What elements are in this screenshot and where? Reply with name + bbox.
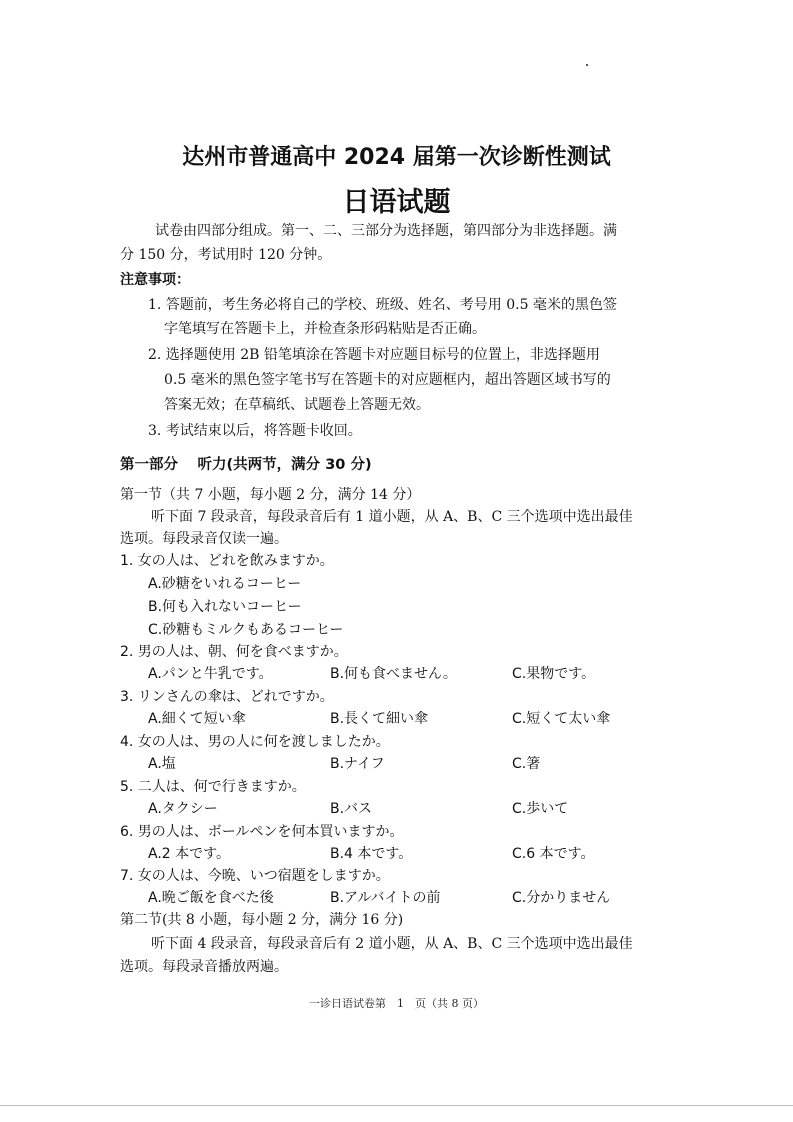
q5-option-a: A.タクシー [148,801,218,817]
q2-option-c: C.果物です。 [512,666,596,682]
question-6: 6. 男の人は、ボールペンを何本買いますか。 [120,824,404,840]
q4-option-a: A.塩 [148,756,176,772]
section2-instruction-2: 选项。每段录音播放两遍。 [120,959,288,975]
q2-option-b: B.何も食べません。 [330,666,457,682]
intro-line-2: 分 150 分，考试用时 120 分钟。 [120,247,332,263]
notice-item-2-cont-2: 答案无效；在草稿纸、试题卷上答题无效。 [164,397,430,413]
question-7: 7. 女の人は、今晩、いつ宿題をしますか。 [120,868,390,884]
q5-option-b: B.バス [330,801,373,817]
q6-option-c: C.6 本です。 [512,846,595,862]
q6-option-a: A.2 本です。 [148,846,231,862]
question-4: 4. 女の人は、男の人に何を渡しましたか。 [120,734,390,750]
q1-option-c: C.砂糖もミルクもあるコーヒー [148,622,344,638]
q6-option-b: B.4 本です。 [330,846,413,862]
q3-option-b: B.長くて細い傘 [330,711,429,727]
q4-option-b: B.ナイフ [330,756,385,772]
q4-option-c: C.箸 [512,756,541,772]
section2-instruction-1: 听下面 4 段录音，每段录音后有 2 道小题，从 A、B、C 三个选项中选出最佳 [151,936,633,952]
question-3: 3. リンさんの傘は、どれですか。 [120,689,334,705]
question-2: 2. 男の人は、朝、何を食べますか。 [120,644,348,660]
notice-item-1-cont: 字笔填写在答题卡上，并检查条形码粘贴是否正确。 [164,321,486,337]
page-footer: 一诊日语试卷第 1 页（共 8 页） [309,997,484,1010]
section2-heading: 第二节(共 8 小题，每小题 2 分，满分 16 分) [120,912,404,928]
q2-option-a: A.パンと牛乳です。 [148,666,273,682]
exam-subject-title: 日语试题 [342,187,451,218]
q3-option-c: C.短くて太い傘 [512,711,611,727]
question-1: 1. 女の人は、どれを飲みますか。 [120,553,334,569]
notice-item-3: 3. 考试结束以后，将答题卡收回。 [148,423,362,439]
exam-title: 达州市普通高中 2024 届第一次诊断性测试 [182,145,611,170]
q5-option-c: C.歩いて [512,801,569,817]
notice-item-1: 1. 答题前，考生务必将自己的学校、班级、姓名、考号用 0.5 毫米的黑色签 [148,297,617,313]
q1-option-b: B.何も入れないコーヒー [148,599,302,615]
notice-item-2: 2. 选择题使用 2B 铅笔填涂在答题卡对应题目标号的位置上，非选择题用 [148,347,600,363]
q7-option-b: B.アルバイトの前 [330,890,441,906]
q3-option-a: A.細くて短い傘 [148,711,246,727]
section1-instruction-2: 选项。每段录音仅读一遍。 [120,531,288,547]
notice-item-2-cont: 0.5 毫米的黑色签字笔书写在答题卡的对应题框内，超出答题区域书写的 [164,372,611,388]
question-5: 5. 二人は、何で行きますか。 [120,779,306,795]
notice-heading: 注意事项： [120,272,190,288]
q1-option-a: A.砂糖をいれるコーヒー [148,576,302,592]
q7-option-c: C.分かりません [512,890,611,906]
intro-line-1: 试卷由四部分组成。第一、二、三部分为选择题，第四部分为非选择题。满 [155,223,617,239]
q7-option-a: A.晩ご飯を食べた後 [148,890,274,906]
scan-dot [586,64,588,66]
part1-heading: 第一部分 听力(共两节，满分 30 分) [120,457,372,473]
section1-heading: 第一节（共 7 小题，每小题 2 分，满分 14 分） [120,487,421,503]
bottom-divider [0,1105,793,1106]
section1-instruction-1: 听下面 7 段录音，每段录音后有 1 道小题，从 A、B、C 三个选项中选出最佳 [151,509,633,525]
